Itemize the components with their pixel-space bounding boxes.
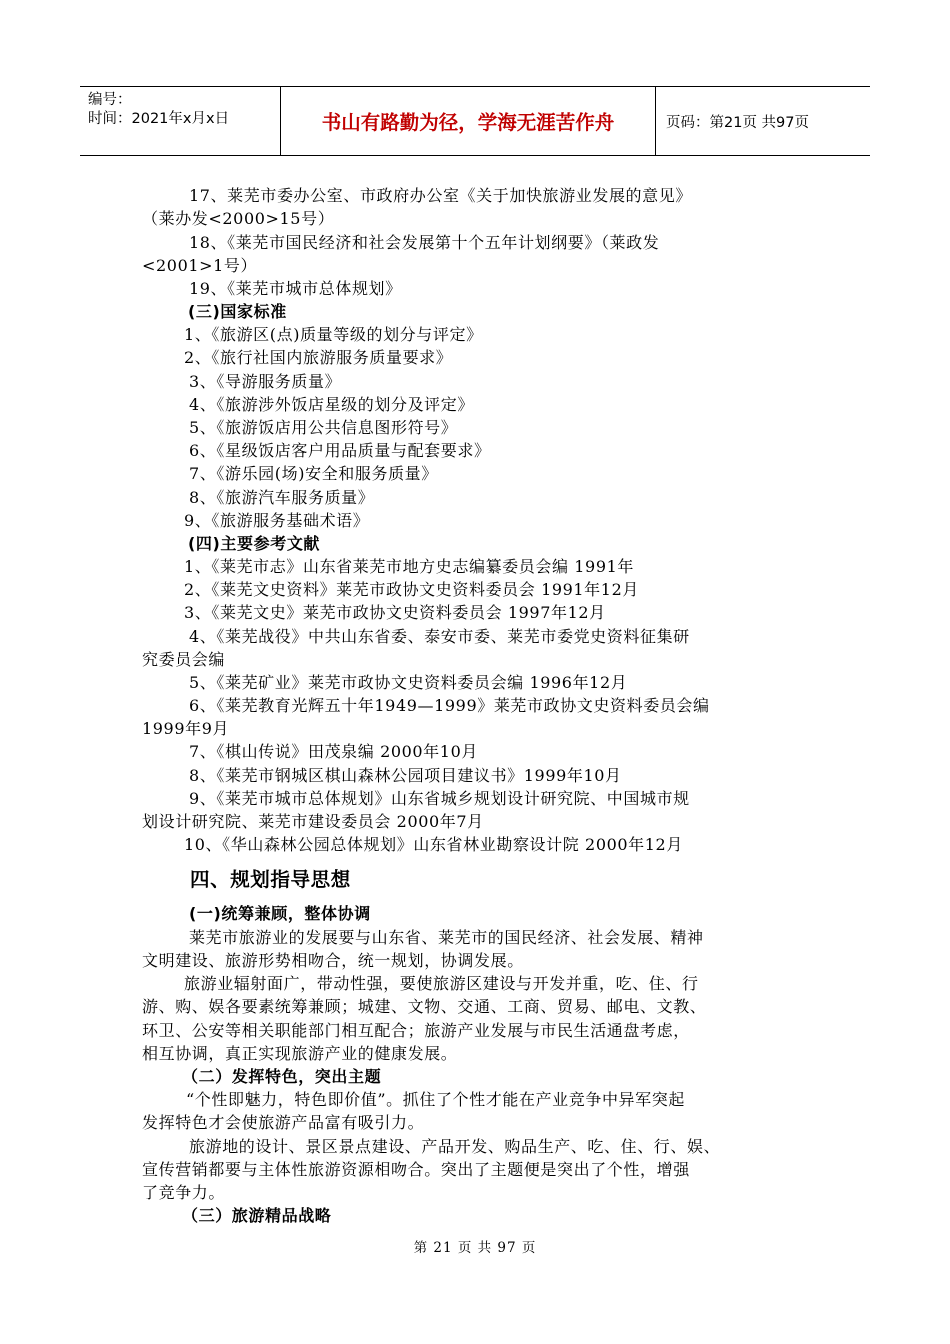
header-meta — [88, 91, 229, 129]
text-line: 1、《莱芜市志》山东省莱芜市地方史志编纂委员会编 1991年 — [184, 557, 634, 576]
text-line: 划设计研究院、莱芜市建设委员会 2000年7月 — [142, 812, 484, 831]
text-line: 2、《莱芜文史资料》莱芜市政协文史资料委员会 1991年12月 — [184, 580, 639, 599]
page-footer: 第 21 页 共 97 页 — [413, 1240, 537, 1256]
section-heading: (四)主要参考文献 — [188, 534, 321, 553]
text-line: 4、《旅游涉外饭店星级的划分及评定》 — [189, 395, 474, 414]
text-line: 旅游地的设计、景区景点建设、产品开发、购品生产、吃、住、行、娱、 — [189, 1137, 721, 1156]
time-label: 时间：2021年x月x日 — [88, 111, 230, 127]
text-line: 9、《莱芜市城市总体规划》山东省城乡规划设计研究院、中国城市规 — [189, 789, 690, 808]
chapter-heading: 四、规划指导思想 — [190, 868, 351, 891]
text-line: 文明建设、旅游形势相吻合，统一规划，协调发展。 — [142, 951, 524, 970]
text-line: 6、《星级饭店客户用品质量与配套要求》 — [189, 441, 491, 460]
section-heading: (三)国家标准 — [188, 302, 287, 321]
text-line: 17、莱芜市委办公室、市政府办公室《关于加快旅游业发展的意见》 — [189, 186, 692, 205]
text-line: 10、《华山森林公园总体规划》山东省林业勘察设计院 2000年12月 — [184, 835, 683, 854]
text-line: 5、《旅游饭店用公共信息图形符号》 — [189, 418, 458, 437]
header-motto: 书山有路勤为径，学海无涯苦作舟 — [321, 111, 615, 134]
text-line: 环卫、公安等相关职能部门相互配合；旅游产业发展与市民生活通盘考虑， — [142, 1021, 690, 1040]
section-heading: （二）发挥特色，突出主题 — [182, 1067, 382, 1086]
text-line: 究委员会编 — [142, 650, 226, 669]
text-line: 7、《游乐园(场)安全和服务质量》 — [189, 464, 438, 483]
text-line: <2001>1号） — [142, 256, 258, 275]
text-line: 宣传营销都要与主体性旅游资源相吻合。突出了主题便是突出了个性，增强 — [142, 1160, 690, 1179]
text-line: 18、《莱芜市国民经济和社会发展第十个五年计划纲要》（莱政发 — [189, 233, 660, 252]
section-heading: (一)统筹兼顾，整体协调 — [189, 904, 371, 923]
text-line: 发挥特色才会使旅游产品富有吸引力。 — [142, 1113, 425, 1132]
text-line: 了竞争力。 — [142, 1183, 226, 1202]
text-line: 旅游业辐射面广，带动性强，要使旅游区建设与开发并重，吃、住、行 — [184, 974, 699, 993]
text-line: 6、《莱芜教育光辉五十年1949—1999》莱芜市政协文史资料委员会编 — [189, 696, 710, 715]
text-line: （莱办发<2000>15号） — [142, 209, 335, 228]
text-line: 8、《莱芜市钢城区棋山森林公园项目建议书》1999年10月 — [189, 766, 622, 785]
text-line: 2、《旅行社国内旅游服务质量要求》 — [184, 348, 453, 367]
text-line: “个性即魅力，特色即价值”。抓住了个性才能在产业竞争中异军突起 — [186, 1090, 685, 1109]
document-header — [80, 86, 870, 156]
text-line: 莱芜市旅游业的发展要与山东省、莱芜市的国民经济、社会发展、精神 — [189, 928, 704, 947]
section-heading: （三）旅游精品战略 — [182, 1206, 332, 1225]
number-label: 编号： — [88, 92, 132, 108]
header-divider — [655, 87, 656, 155]
text-line: 3、《导游服务质量》 — [189, 372, 342, 391]
text-line: 相互协调，真正实现旅游产业的健康发展。 — [142, 1044, 458, 1063]
text-line: 8、《旅游汽车服务质量》 — [189, 488, 375, 507]
header-page-info: 页码：第21页 共97页 — [666, 114, 810, 131]
text-line: 1、《旅游区(点)质量等级的划分与评定》 — [184, 325, 483, 344]
text-line: 9、《旅游服务基础术语》 — [184, 511, 370, 530]
text-line: 5、《莱芜矿业》莱芜市政协文史资料委员会编 1996年12月 — [189, 673, 628, 692]
text-line: 游、购、娱各要素统筹兼顾；城建、文物、交通、工商、贸易、邮电、文教、 — [142, 997, 707, 1016]
text-line: 7、《棋山传说》田茂泉编 2000年10月 — [189, 742, 478, 761]
text-line: 1999年9月 — [142, 719, 230, 738]
text-line: 19、《莱芜市城市总体规划》 — [189, 279, 402, 298]
text-line: 4、《莱芜战役》中共山东省委、泰安市委、莱芜市委党史资料征集研 — [189, 627, 690, 646]
text-line: 3、《莱芜文史》莱芜市政协文史资料委员会 1997年12月 — [184, 603, 606, 622]
